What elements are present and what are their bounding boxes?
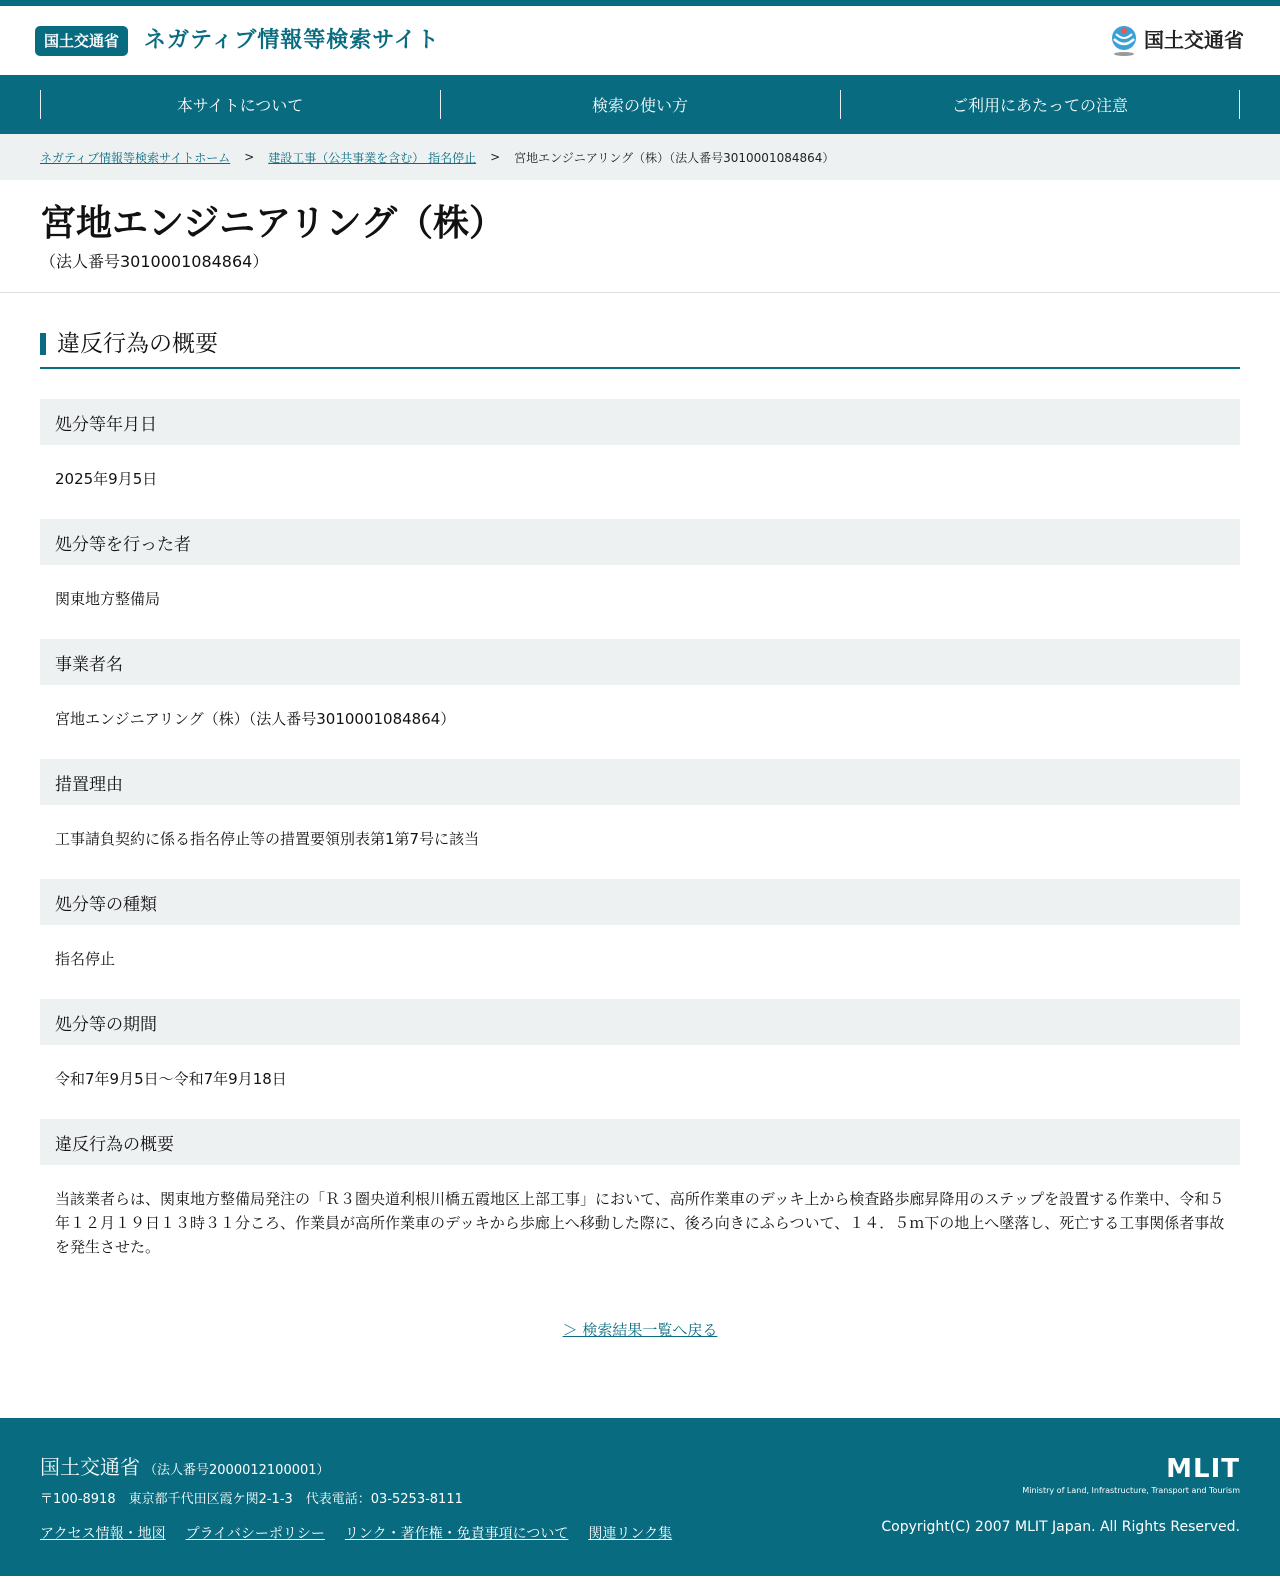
field-label: 違反行為の概要 — [40, 1119, 1240, 1165]
breadcrumb — [0, 134, 1280, 180]
breadcrumb-category-link[interactable]: 建設工事（公共事業を含む） 指名停止 — [268, 150, 477, 165]
field-reason — [40, 759, 1240, 879]
field-company — [40, 639, 1240, 759]
section-mark — [40, 333, 46, 355]
field-value: 2025年9月5日 — [55, 470, 158, 488]
ministry-emblem-icon — [1109, 24, 1139, 56]
page-title: 宮地エンジニアリング（株） — [40, 203, 505, 244]
logo-text: 国土交通省 — [1144, 28, 1244, 52]
footer-link-related[interactable]: 関連リンク集 — [588, 1526, 673, 1542]
breadcrumb-separator: > — [244, 150, 255, 164]
breadcrumb-current: 宮地エンジニアリング（株）（法人番号3010001084864） — [514, 150, 835, 165]
ministry-badge: 国土交通省 — [35, 26, 128, 56]
site-header — [0, 6, 1280, 75]
field-value: 当該業者らは、関東地方整備局発注の「Ｒ３圏央道利根川橋五霞地区上部工事」において、高所作業車のデッキ上から検査路歩廊昇降用のステップを設置する作業中、令和５年１２月１９日１３時３１分ころ、作業員が高所作業車のデッキから歩廊上へ移動した際に、後ろ向きにふらついて、１４．５ｍ下の地上へ墜落し、死亡する工事関係者事故を発生させた。 — [55, 1190, 1225, 1256]
main-nav — [0, 75, 1280, 134]
field-label: 処分等の種類 — [40, 879, 1240, 925]
field-label: 措置理由 — [40, 759, 1240, 805]
footer-corp-number: （法人番号2000012100001） — [144, 1463, 330, 1478]
mlit-mark: MLIT — [1166, 1454, 1240, 1484]
footer-org-name: 国土交通省 — [40, 1455, 140, 1479]
field-label: 処分等の期間 — [40, 999, 1240, 1045]
back-link-area — [40, 1319, 1240, 1418]
field-value: 関東地方整備局 — [55, 590, 161, 608]
field-value: 工事請負契約に係る指名停止等の措置要領別表第1第7号に該当 — [55, 830, 480, 848]
corp-number: （法人番号3010001084864） — [40, 252, 269, 271]
site-footer — [0, 1418, 1280, 1576]
back-to-results-link[interactable]: ＞ 検索結果一覧へ戻る — [562, 1321, 718, 1339]
company-title-area — [0, 180, 1280, 293]
field-label: 処分等を行った者 — [40, 519, 1240, 565]
field-type — [40, 879, 1240, 999]
section-title — [40, 331, 1240, 369]
field-value: 令和7年9月5日～令和7年9月18日 — [55, 1070, 287, 1088]
footer-link-privacy[interactable]: プライバシーポリシー — [185, 1526, 325, 1542]
field-value: 宮地エンジニアリング（株）（法人番号3010001084864） — [55, 710, 456, 728]
mlit-logo[interactable] — [1022, 1456, 1240, 1495]
section-title-text: 違反行為の概要 — [57, 331, 218, 357]
field-date — [40, 399, 1240, 519]
site-title-link[interactable]: ネガティブ情報等検索サイト — [144, 28, 440, 53]
mlit-subtitle: Ministry of Land, Infrastructure, Transport and Tourism — [1022, 1486, 1240, 1495]
nav-how-to-search[interactable]: 検索の使い方 — [440, 75, 840, 134]
main-content — [0, 293, 1280, 1418]
field-period — [40, 999, 1240, 1119]
field-label: 事業者名 — [40, 639, 1240, 685]
footer-link-copyright[interactable]: リンク・著作権・免責事項について — [344, 1526, 569, 1542]
nav-notes[interactable]: ご利用にあたっての注意 — [840, 75, 1240, 134]
field-label: 処分等年月日 — [40, 399, 1240, 445]
field-authority — [40, 519, 1240, 639]
footer-link-access[interactable]: アクセス情報・地図 — [40, 1526, 166, 1542]
field-value: 指名停止 — [55, 950, 116, 968]
breadcrumb-separator: > — [490, 150, 501, 164]
nav-about[interactable]: 本サイトについて — [40, 75, 440, 134]
copyright: Copyright(C) 2007 MLIT Japan. All Rights Reserved. — [881, 1519, 1240, 1535]
ministry-logo[interactable] — [1109, 24, 1244, 56]
breadcrumb-home-link[interactable]: ネガティブ情報等検索サイトホーム — [40, 150, 231, 165]
field-summary — [40, 1119, 1240, 1289]
footer-address: 〒100-8918 東京都千代田区霞ケ関2-1-3 代表電話：03-5253-8111 — [40, 1492, 463, 1507]
